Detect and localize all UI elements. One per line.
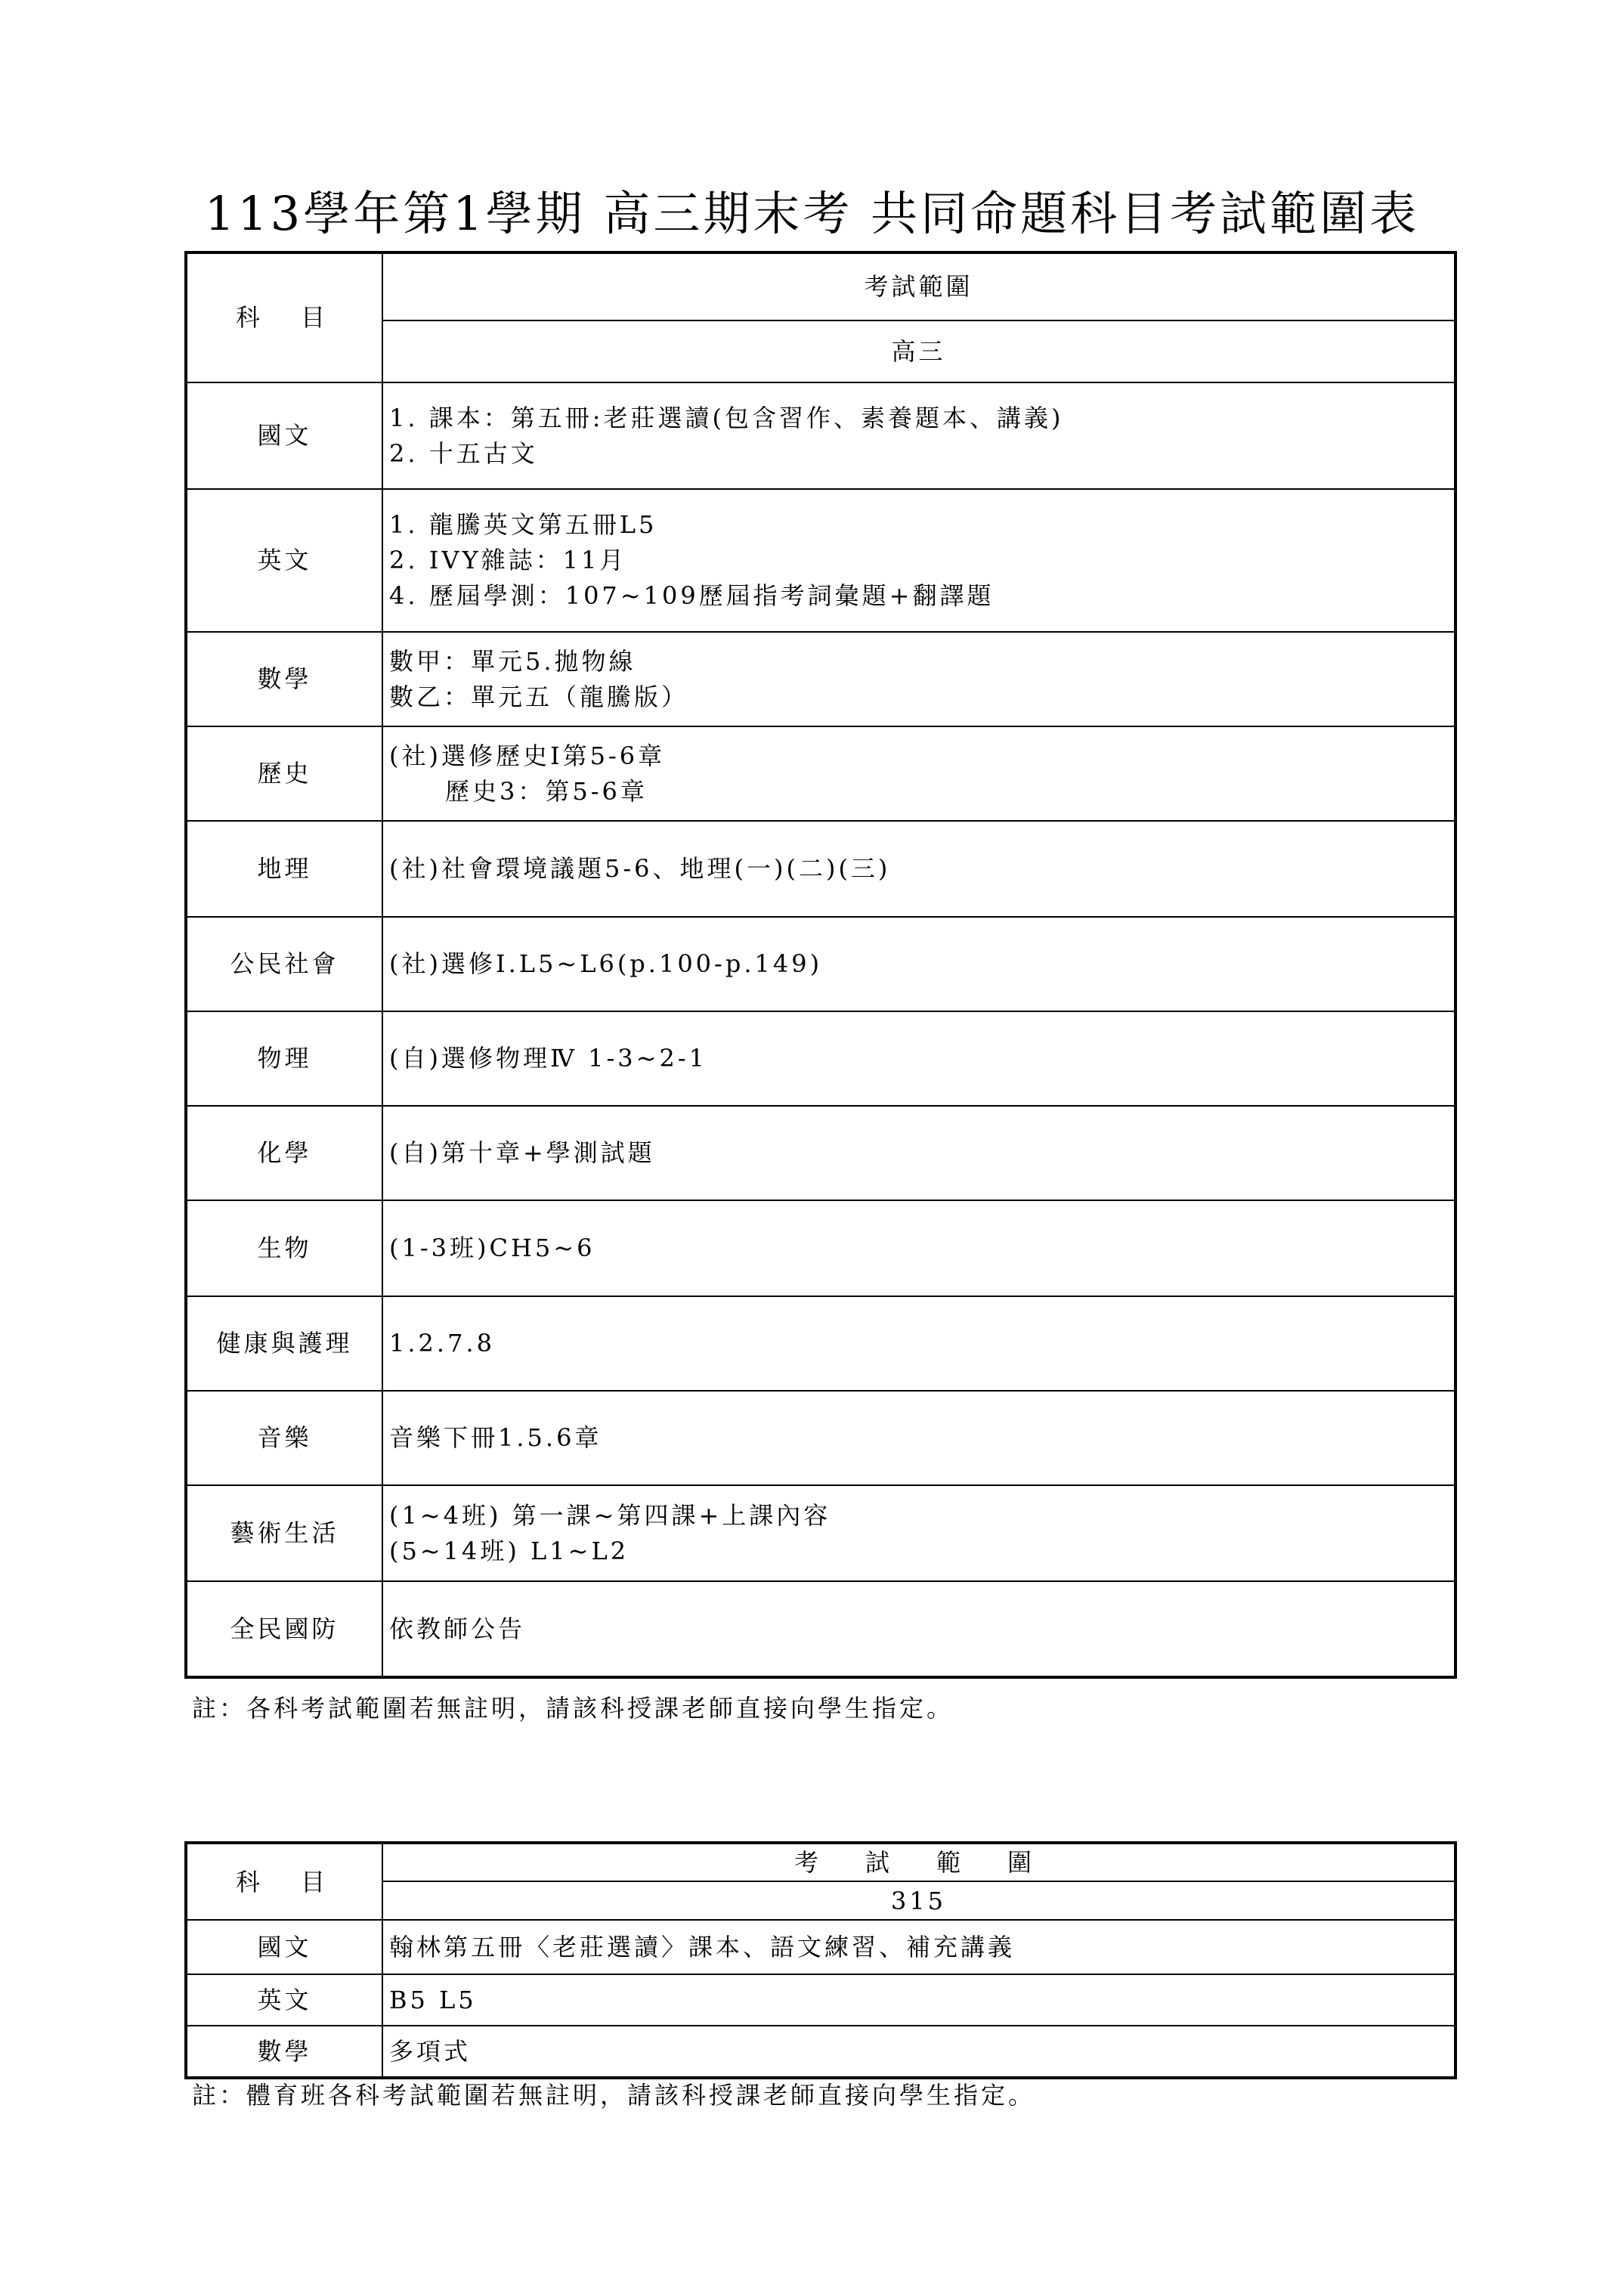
grade-header: 高三 [382,320,1455,382]
range-cell [382,1200,1455,1296]
subject-header: 科 目 [186,252,382,382]
subject-cell: 生物 [186,1200,382,1296]
range-line: 依教師公告 [389,1614,526,1643]
subject-cell: 化學 [186,1106,382,1200]
range-header: 考試範圍 [382,252,1455,320]
range-line: (自)第十章+學測試題 [389,1138,655,1167]
subject-cell: 全民國防 [186,1581,382,1677]
table-row [186,489,1455,632]
subject-cell: 公民社會 [186,917,382,1011]
subject-cell: 地理 [186,821,382,917]
subject-cell: 數學 [186,632,382,726]
subject-cell: 歷史 [186,726,382,821]
range-cell [382,1581,1455,1677]
range-line: (社)選修I.L5~L6(p.100-p.149) [389,949,823,978]
range-cell: 多項式 [382,2026,1455,2078]
range-line: (1~4班) 第一課~第四課+上課內容 [389,1500,831,1530]
range-cell [382,1011,1455,1106]
range-line: 1. 課本：第五冊:老莊選讀(包含習作、素養題本、講義) [389,403,1064,432]
page-title: 113學年第1學期 高三期末考 共同命題科目考試範圍表 [204,186,1420,241]
table-row [186,1106,1455,1200]
subject-cell: 物理 [186,1011,382,1106]
range-cell [382,489,1455,632]
subject-cell: 國文 [186,1920,382,1974]
range-line: 4. 歷屆學測：107~109歷屆指考詞彙題+翻譯題 [389,581,995,610]
range-cell [382,917,1455,1011]
table-row [186,1485,1455,1581]
range-cell [382,1296,1455,1391]
table-row [186,1296,1455,1391]
range-line: 2. IVY雜誌：11月 [389,546,627,574]
range-line: 2. 十五古文 [389,438,538,468]
table-header-row [186,252,1455,320]
range-cell: 翰林第五冊〈老莊選讀〉課本、語文練習、補充講義 [382,1920,1455,1974]
range-line: 1. 龍騰英文第五冊L5 [389,510,657,539]
exam-scope-table-grade12 [184,251,1457,1679]
subject-cell: 音樂 [186,1391,382,1485]
subject-cell: 藝術生活 [186,1485,382,1581]
range-cell: B5 L5 [382,1974,1455,2026]
range-cell [382,1485,1455,1581]
range-cell [382,1391,1455,1485]
class-header: 315 [382,1881,1455,1920]
subject-cell: 健康與護理 [186,1296,382,1391]
subject-cell: 國文 [186,382,382,489]
table-row [186,917,1455,1011]
table-row [186,1920,1455,1974]
range-line: (社)選修歷史I第5-6章 [389,741,666,770]
range-line: (5~14班) L1~L2 [389,1536,629,1565]
range-line: (1-3班)CH5~6 [389,1234,595,1262]
table-header-row [186,1843,1455,1881]
range-cell [382,382,1455,489]
table-row [186,632,1455,726]
subject-cell: 英文 [186,489,382,632]
range-cell [382,1106,1455,1200]
range-cell [382,726,1455,821]
range-line: 1.2.7.8 [389,1329,495,1358]
footnote: 註：各科考試範圍若無註明，請該科授課老師直接向學生指定。 [192,1694,954,1723]
table-row [186,1011,1455,1106]
range-cell [382,632,1455,726]
range-line: 音樂下冊1.5.6章 [389,1423,602,1452]
range-header: 考 試 範 圍 [382,1843,1455,1881]
subject-cell: 數學 [186,2026,382,2078]
table-row [186,382,1455,489]
table-row [186,2026,1455,2078]
table-row [186,1200,1455,1296]
footnote: 註：體育班各科考試範圍若無註明，請該科授課老師直接向學生指定。 [192,2081,1036,2110]
range-line: 歷史3：第5-6章 [445,776,648,806]
range-line: (自)選修物理Ⅳ 1-3~2-1 [389,1044,707,1073]
range-cell [382,821,1455,917]
subject-cell: 英文 [186,1974,382,2026]
table-row [186,821,1455,917]
range-line: (社)社會環境議題5-6、地理(一)(二)(三) [389,854,891,883]
table-row [186,1581,1455,1677]
range-line: 數乙：單元五（龍騰版） [389,682,689,711]
table-row [186,726,1455,821]
table-row [186,1391,1455,1485]
table-row [186,1974,1455,2026]
exam-scope-table-class-315 [184,1841,1457,2079]
subject-header: 科 目 [186,1843,382,1920]
range-line: 數甲：單元5.拋物線 [389,646,636,676]
